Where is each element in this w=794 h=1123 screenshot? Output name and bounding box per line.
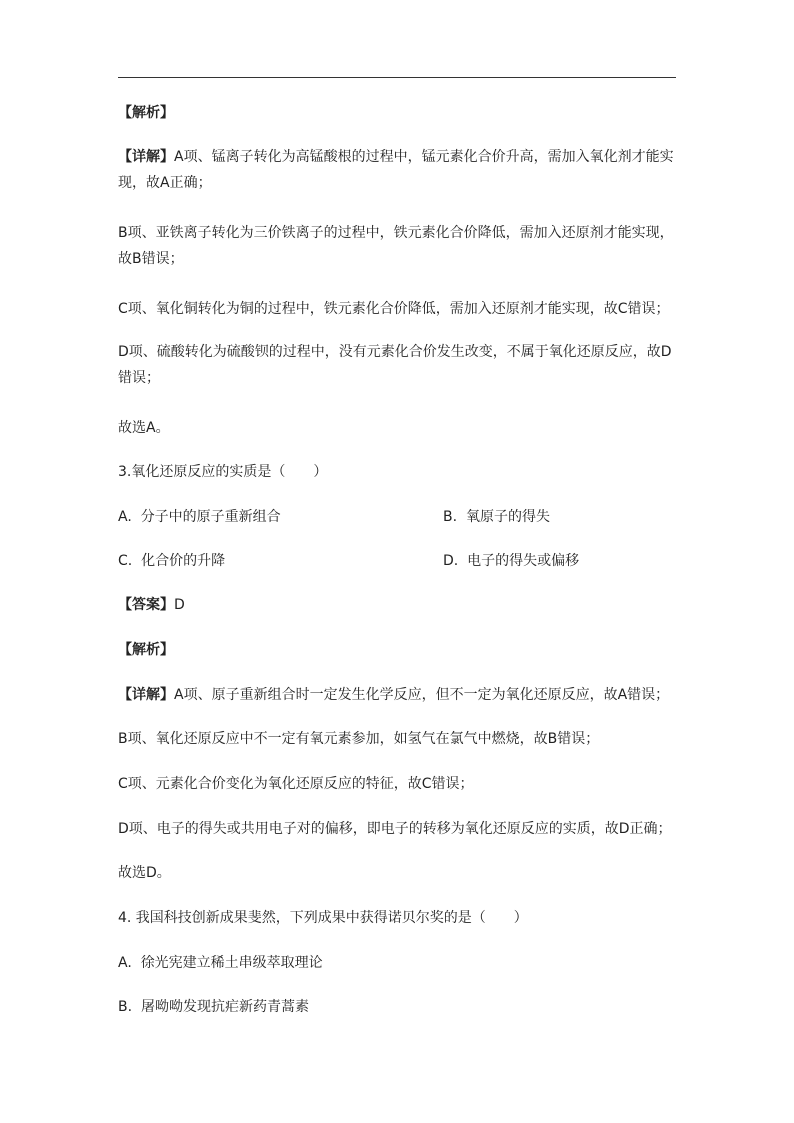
q3-answer bbox=[118, 595, 185, 615]
q4-option-b-text: 屠呦呦发现抗疟新药青蒿素 bbox=[140, 999, 309, 1015]
q2-detail-b: B项、亚铁离子转化为三价铁离子的过程中，铁元素化合价降低，需加入还原剂才能实现，故B错误； bbox=[118, 225, 674, 267]
q2-conclusion: 故选A。 bbox=[118, 420, 170, 436]
q3-stem: 3.氧化还原反应的实质是（ ） bbox=[118, 464, 328, 480]
q3-option-d-letter: D. bbox=[443, 553, 459, 569]
q4-option-b-letter: B. bbox=[118, 999, 133, 1015]
q4-option-a bbox=[118, 953, 323, 973]
q3-option-c-letter: C. bbox=[118, 553, 133, 569]
q3-option-a-letter: A. bbox=[118, 509, 132, 525]
q3-conclusion: 故选D。 bbox=[118, 865, 171, 881]
q2-detail-c: C项、氧化铜转化为铜的过程中，铁元素化合价降低，需加入还原剂才能实现，故C错误； bbox=[118, 301, 670, 317]
q3-detail-b: B项、氧化还原反应中不一定有氧元素参加，如氢气在氯气中燃烧，故B错误； bbox=[118, 731, 600, 747]
q2-detail-a-text: A项、锰离子转化为高锰酸根的过程中，锰元素化合价升高，需加入氧化剂才能实现，故A正确； bbox=[118, 149, 674, 191]
q3-option-a-text: 分子中的原子重新组合 bbox=[140, 509, 281, 525]
q3-detail-a bbox=[118, 685, 669, 705]
q3-answer-value: D bbox=[174, 597, 185, 613]
q4-option-b bbox=[118, 997, 309, 1017]
q2-detail-a bbox=[118, 144, 678, 196]
q3-option-d-text: 电子的得失或偏移 bbox=[467, 553, 580, 569]
q3-answer-label: 【答案】 bbox=[118, 597, 174, 613]
q3-option-c-text: 化合价的升降 bbox=[141, 553, 226, 569]
q2-detail-label: 【详解】 bbox=[118, 149, 174, 165]
q3-option-d bbox=[443, 551, 579, 571]
q3-option-a bbox=[118, 507, 281, 527]
q2-analysis-label: 【解析】 bbox=[118, 105, 174, 121]
q3-option-b bbox=[443, 507, 550, 527]
q3-option-c bbox=[118, 551, 225, 571]
q3-option-b-letter: B. bbox=[443, 509, 458, 525]
q2-detail-d: D项、硫酸转化为硫酸钡的过程中，没有元素化合价发生改变，不属于氧化还原反应，故D错误； bbox=[118, 344, 672, 386]
q3-detail-d: D项、电子的得失或共用电子对的偏移，即电子的转移为氧化还原反应的实质，故D正确； bbox=[118, 821, 672, 837]
q4-option-a-letter: A. bbox=[118, 955, 132, 971]
q3-detail-label: 【详解】 bbox=[118, 687, 174, 703]
q3-option-b-text: 氧原子的得失 bbox=[465, 509, 550, 525]
header-rule bbox=[118, 77, 676, 78]
q4-option-a-text: 徐光宪建立稀土串级萃取理论 bbox=[140, 955, 323, 971]
q3-analysis-label: 【解析】 bbox=[118, 642, 174, 658]
q4-stem: 4. 我国科技创新成果斐然，下列成果中获得诺贝尔奖的是（ ） bbox=[118, 910, 528, 926]
q3-detail-c: C项、元素化合价变化为氧化还原反应的特征，故C错误； bbox=[118, 776, 474, 792]
q3-detail-a-text: A项、原子重新组合时一定发生化学反应，但不一定为氧化还原反应，故A错误； bbox=[174, 687, 670, 703]
